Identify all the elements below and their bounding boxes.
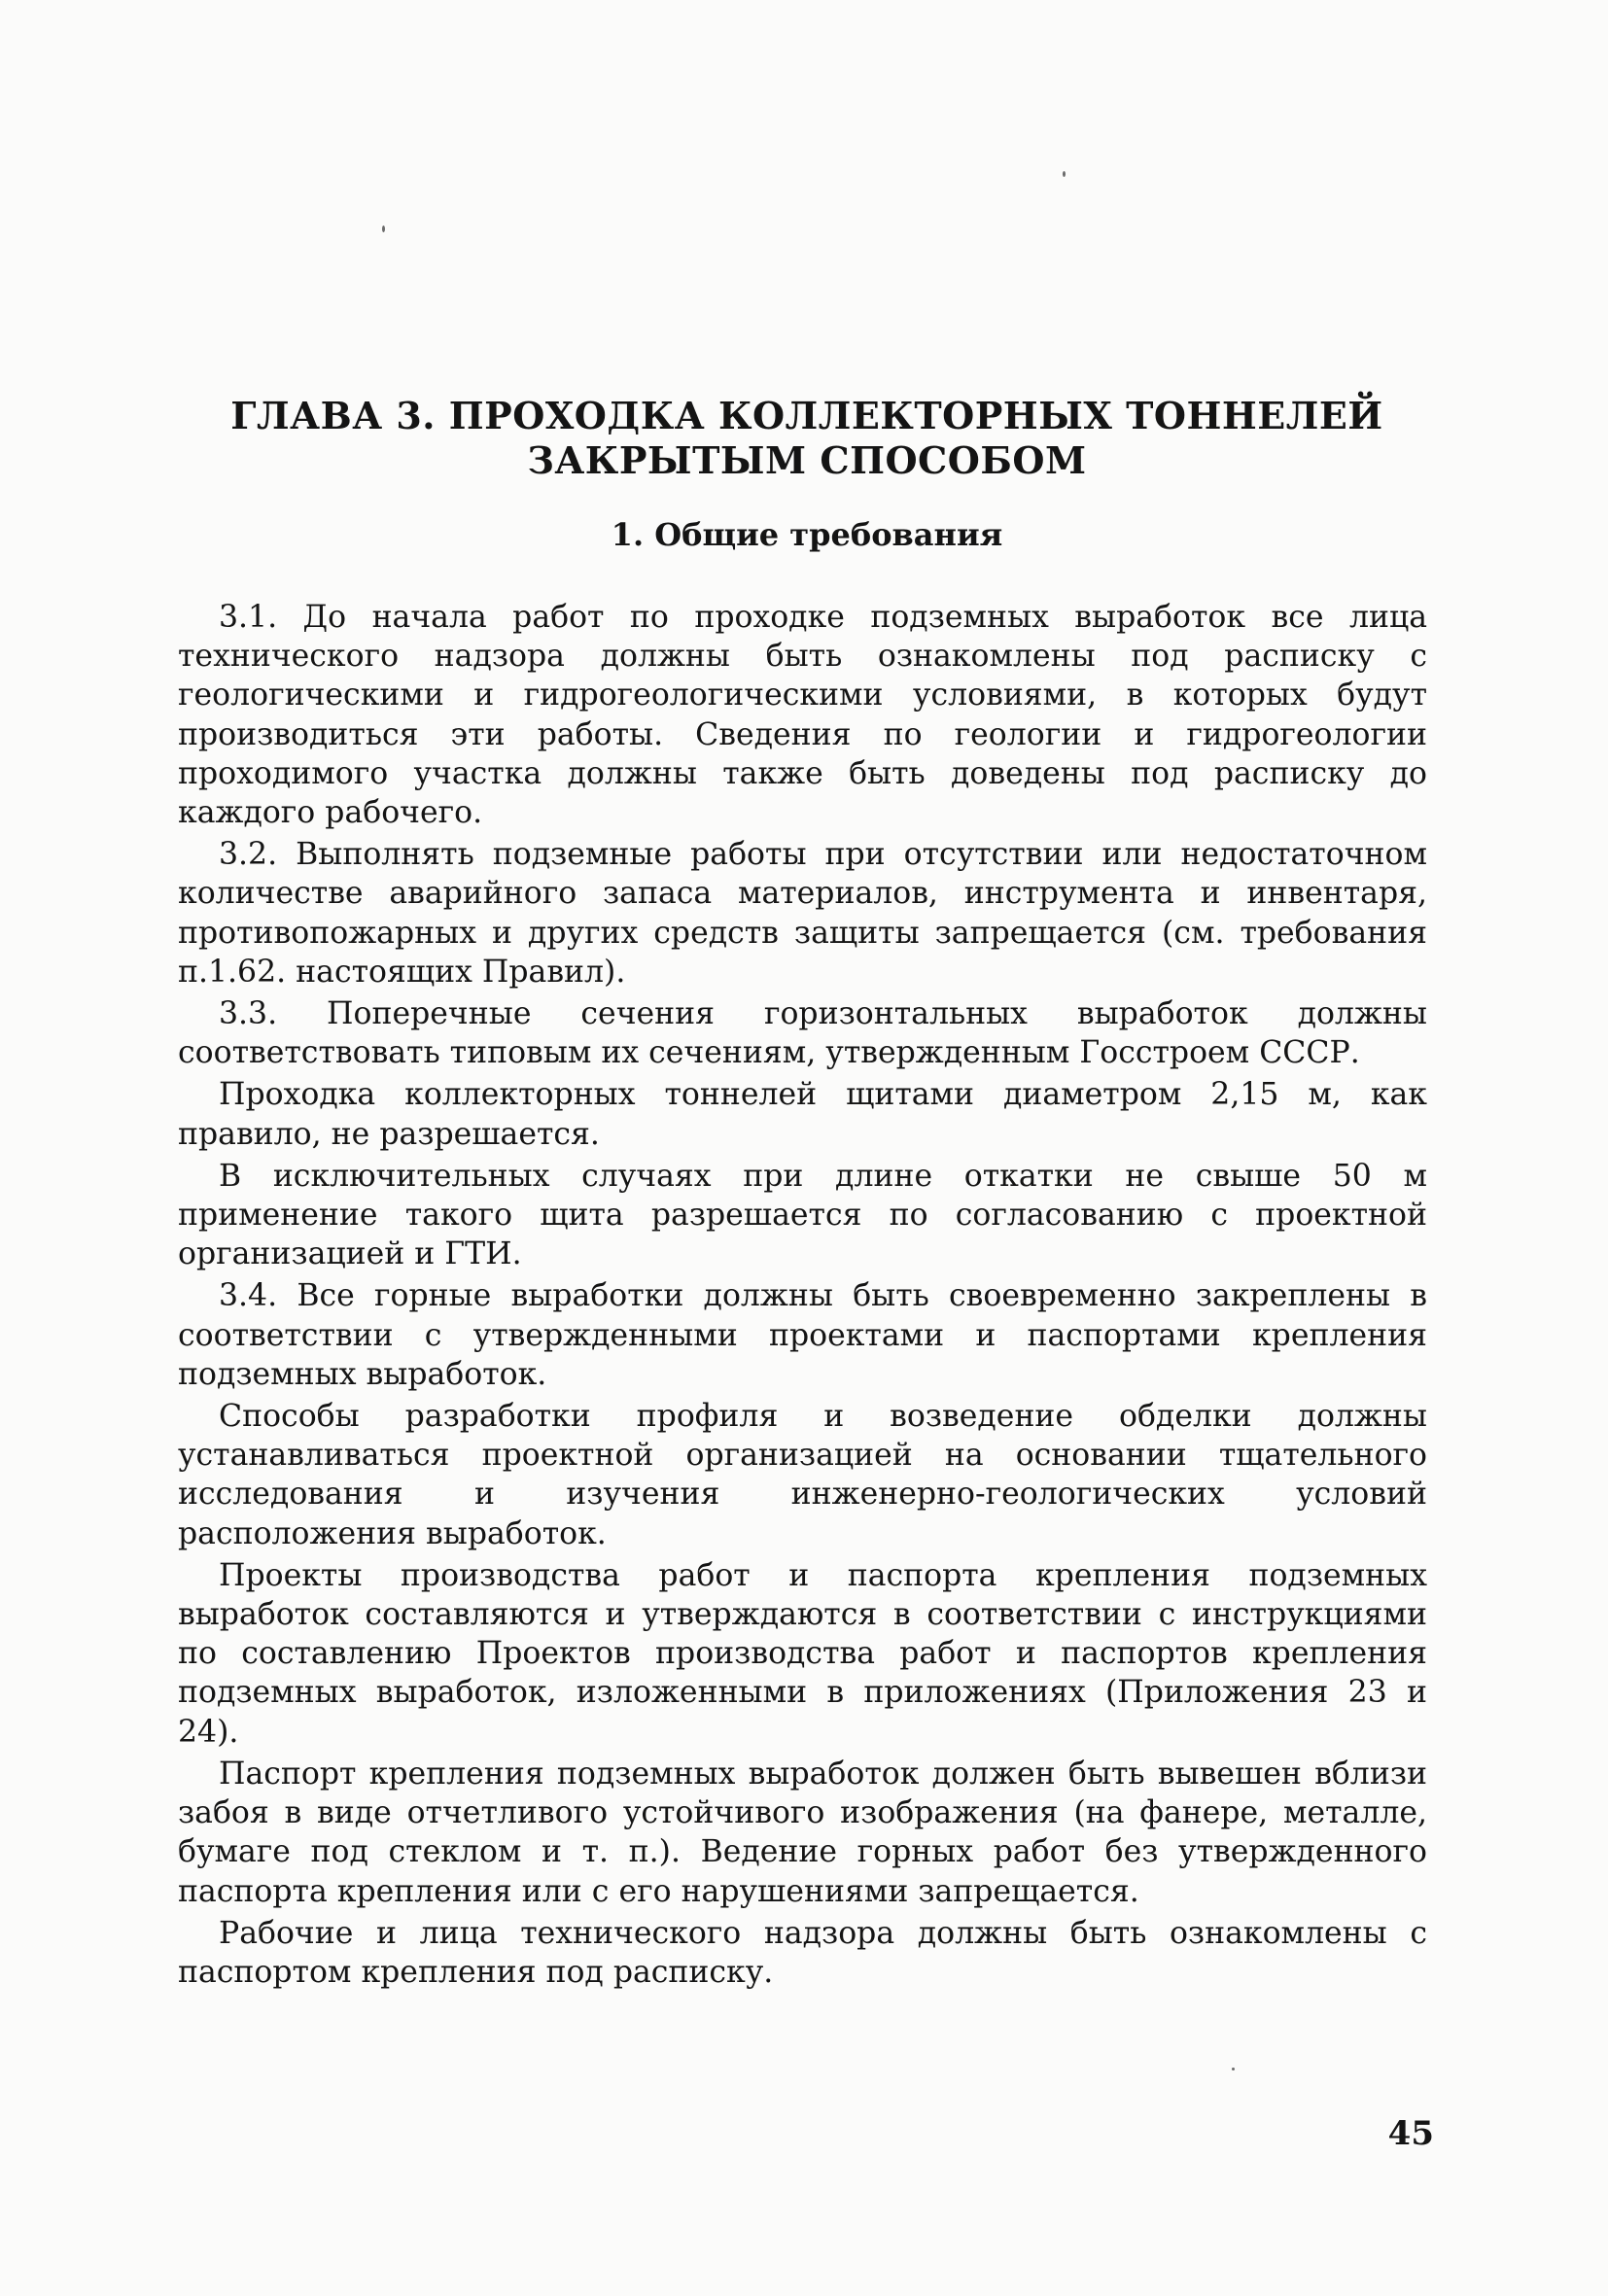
chapter-title-line-1: ГЛАВА 3. ПРОХОДКА КОЛЛЕКТОРНЫХ ТОННЕЛЕЙ [230,394,1383,437]
section-title: 1. Общие требования [611,516,1003,553]
paragraph-exceptional-cases: В исключительных случаях при длине откатки не свыше 50 м применение такого щита разрешается по согласованию с проектной организацией и ГТИ. [178,1158,1427,1272]
paragraph-3-3: 3.3. Поперечные сечения горизонтальных выработок должны соответствовать типовым их сечениям, утвержденным Госстроем СССР. [178,996,1427,1071]
chapter-title [194,394,1419,483]
paragraph-3-1: 3.1. До начала работ по проходке подземных выработок все лица технического надзора должны быть ознакомлены под расписку с геологическими и гидрогеологическими условиями, в которых будут производиться эти работы. Сведения по геологии и гидрогеологии проходимого участка должны также быть доведены под расписку до каждого рабочего. [178,600,1427,831]
paragraph-profile-methods: Способы разработки профиля и возведение обделки должны устанавливаться проектной организацией на основании тщательного исследования и изучения инженерно-геологических условий расположения выработок. [178,1399,1427,1551]
page-number: 45 [1387,2114,1434,2153]
paragraph-work-projects: Проекты производства работ и паспорта крепления подземных выработок составляются и утверждаются в соответствии с инструкциями по составлению Проектов производства работ и паспортов крепления подземных выработок, изложенными в приложениях (Приложения 23 и 24). [178,1557,1427,1750]
paragraph-support-passport: Паспорт крепления подземных выработок должен быть вывешен вблизи забоя в виде отчетливого устойчивого изображения (на фанере, металле, бумаге под стеклом и т. п.). Ведение горных работ без утвержденного паспорта крепления или с его нарушениями запрещается. [178,1756,1427,1909]
paragraph-3-4: 3.4. Все горные выработки должны быть своевременно закреплены в соответствии с утвержденными проектами и паспортами крепления подземных выработок. [178,1278,1427,1392]
scan-speck [1232,2068,1235,2070]
scan-speck [382,226,385,232]
paragraph-workers-familiarization: Рабочие и лица технического надзора должны быть ознакомлены с паспортом крепления под расписку. [178,1915,1427,1990]
chapter-title-line-2: ЗАКРЫТЫМ СПОСОБОМ [527,438,1087,482]
paragraph-3-2: 3.2. Выполнять подземные работы при отсутствии или недостаточном количестве аварийного запаса материалов, инструмента и инвентаря, противопожарных и других средств защиты запрещается (см. требования п.1.62. настоящих Правил). [178,837,1427,990]
body-text [178,598,1427,1995]
paragraph-shield-diameter: Проходка коллекторных тоннелей щитами диаметром 2,15 м, как правило, не разрешается. [178,1077,1427,1152]
scan-speck [1063,171,1066,177]
